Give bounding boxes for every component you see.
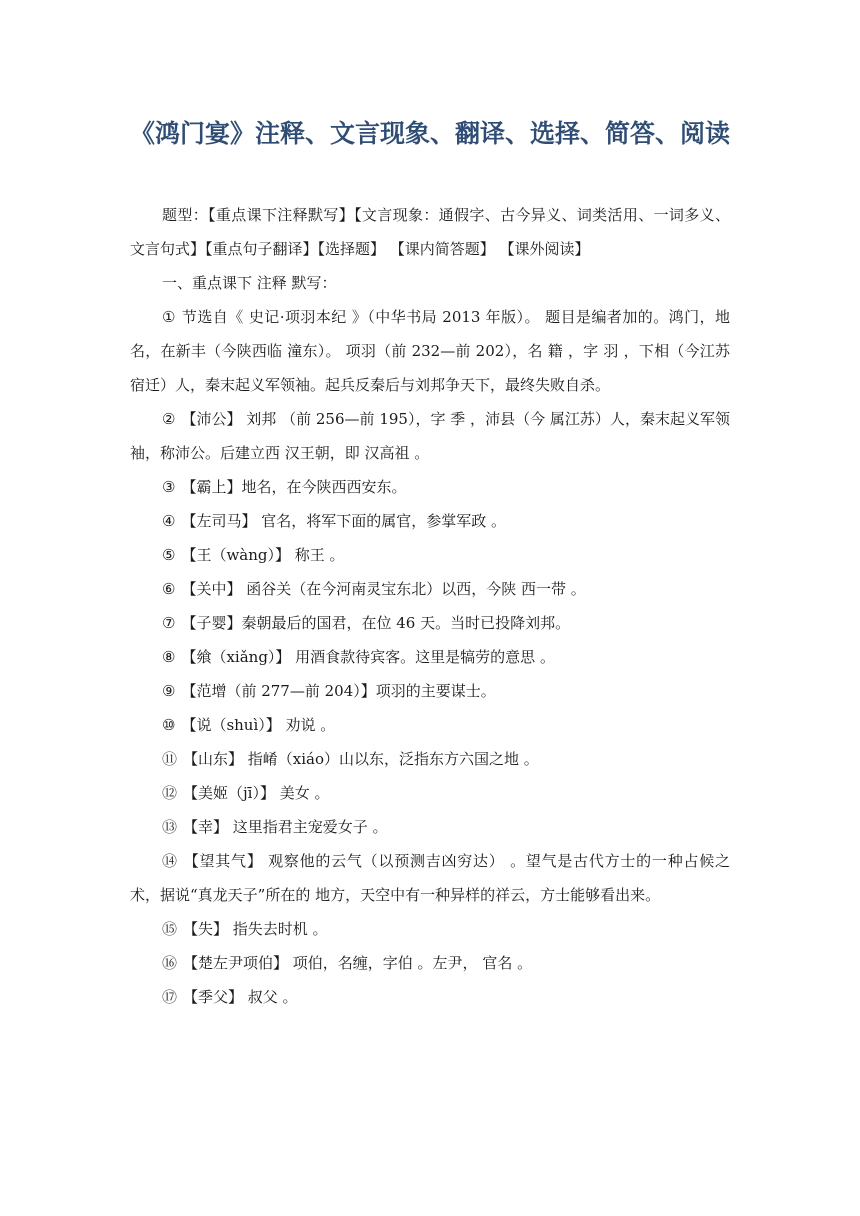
document-body xyxy=(130,198,730,1014)
note-item xyxy=(130,674,730,708)
note-item xyxy=(130,402,730,470)
note-text: 【说（shuì）】 劝说 。 xyxy=(181,716,336,734)
document-title: 《鸿门宴》注释、文言现象、翻译、选择、简答、阅读 xyxy=(130,119,731,148)
note-text: 【左司马】 官名，将军下面的属官，参掌军政 。 xyxy=(181,512,506,530)
note-item xyxy=(130,946,730,980)
note-number: ⑤ xyxy=(162,546,176,564)
note-text: 【美姬（jī）】 美女 。 xyxy=(183,784,330,802)
note-item xyxy=(130,708,730,742)
note-item xyxy=(130,844,730,912)
note-item xyxy=(130,572,730,606)
note-text: 【关中】 函谷关（在今河南灵宝东北）以西，今陕 西一带 。 xyxy=(181,580,586,598)
question-types-intro: 题型：【重点课下注释默写】【文言现象：通假字、古今异义、词类活用、一词多义、文言句式】【重点句子翻译】【选择题】 【课内简答题】 【课外阅读】 xyxy=(130,206,730,258)
note-item xyxy=(130,470,730,504)
note-number: ⑨ xyxy=(162,682,176,700)
note-item xyxy=(130,300,730,402)
note-item xyxy=(130,980,730,1014)
note-number: ⑫ xyxy=(162,784,178,802)
note-number: ⑧ xyxy=(162,648,176,666)
note-number: ③ xyxy=(162,478,176,496)
note-item xyxy=(130,504,730,538)
note-number: ⑮ xyxy=(162,920,178,938)
note-text: 节选自《 史记·项羽本纪 》（中华书局 2013 年版）。 题目是编者加的。鸿门，地名，在新丰（今陕西临 潼东）。 项羽（前 232—前 202），名 籍 ，字 羽 ，下相（今江苏宿迁）人，秦末起义军领袖。起兵反秦后与刘邦争天下，最终失败自杀。 xyxy=(130,308,730,394)
note-text: 【王（wàng）】 称王 。 xyxy=(181,546,345,564)
note-number: ⑪ xyxy=(162,750,178,768)
note-text: 【楚左尹项伯】 项伯，名缠，字伯 。左尹， 官名 。 xyxy=(183,954,533,972)
note-text: 【范增（前 277—前 204）】项羽的主要谋士。 xyxy=(181,682,496,700)
note-item xyxy=(130,742,730,776)
note-item xyxy=(130,606,730,640)
note-text: 【飨（xiǎng）】 用酒食款待宾客。这里是犒劳的意思 。 xyxy=(181,648,555,666)
note-text: 【山东】 指崤（xiáo）山以东，泛指东方六国之地 。 xyxy=(183,750,539,768)
note-number: ① xyxy=(162,308,176,326)
note-text: 【幸】 这里指君主宠爱女子 。 xyxy=(183,818,388,836)
note-text: 【望其气】 观察他的云气（以预测吉凶穷达） 。望气是古代方士的一种占候之术，据说“真龙天子”所在的 地方，天空中有一种异样的祥云，方士能够看出来。 xyxy=(130,852,730,904)
note-item xyxy=(130,912,730,946)
note-number: ⑥ xyxy=(162,580,176,598)
note-number: ⑭ xyxy=(162,852,178,870)
note-number: ⑩ xyxy=(162,716,176,734)
note-number: ⑬ xyxy=(162,818,178,836)
note-text: 【季父】 叔父 。 xyxy=(183,988,298,1006)
note-item xyxy=(130,810,730,844)
note-number: ⑰ xyxy=(162,988,178,1006)
note-text: 【失】 指失去时机 。 xyxy=(183,920,328,938)
notes-list xyxy=(130,300,730,1014)
note-number: ④ xyxy=(162,512,176,530)
note-text: 【子婴】秦朝最后的国君，在位 46 天。当时已投降刘邦。 xyxy=(181,614,571,632)
note-item xyxy=(130,776,730,810)
note-text: 【霸上】地名，在今陕西西安东。 xyxy=(181,478,407,496)
note-item xyxy=(130,640,730,674)
note-number: ⑦ xyxy=(162,614,176,632)
note-number: ⑯ xyxy=(162,954,178,972)
note-number: ② xyxy=(162,410,176,428)
note-text: 【沛公】 刘邦 （前 256—前 195），字 季 ，沛县（今 属江苏）人，秦末起义军领袖，称沛公。后建立西 汉王朝，即 汉高祖 。 xyxy=(130,410,731,462)
note-item xyxy=(130,538,730,572)
section-heading: 一、重点课下 注释 默写： xyxy=(162,274,337,292)
